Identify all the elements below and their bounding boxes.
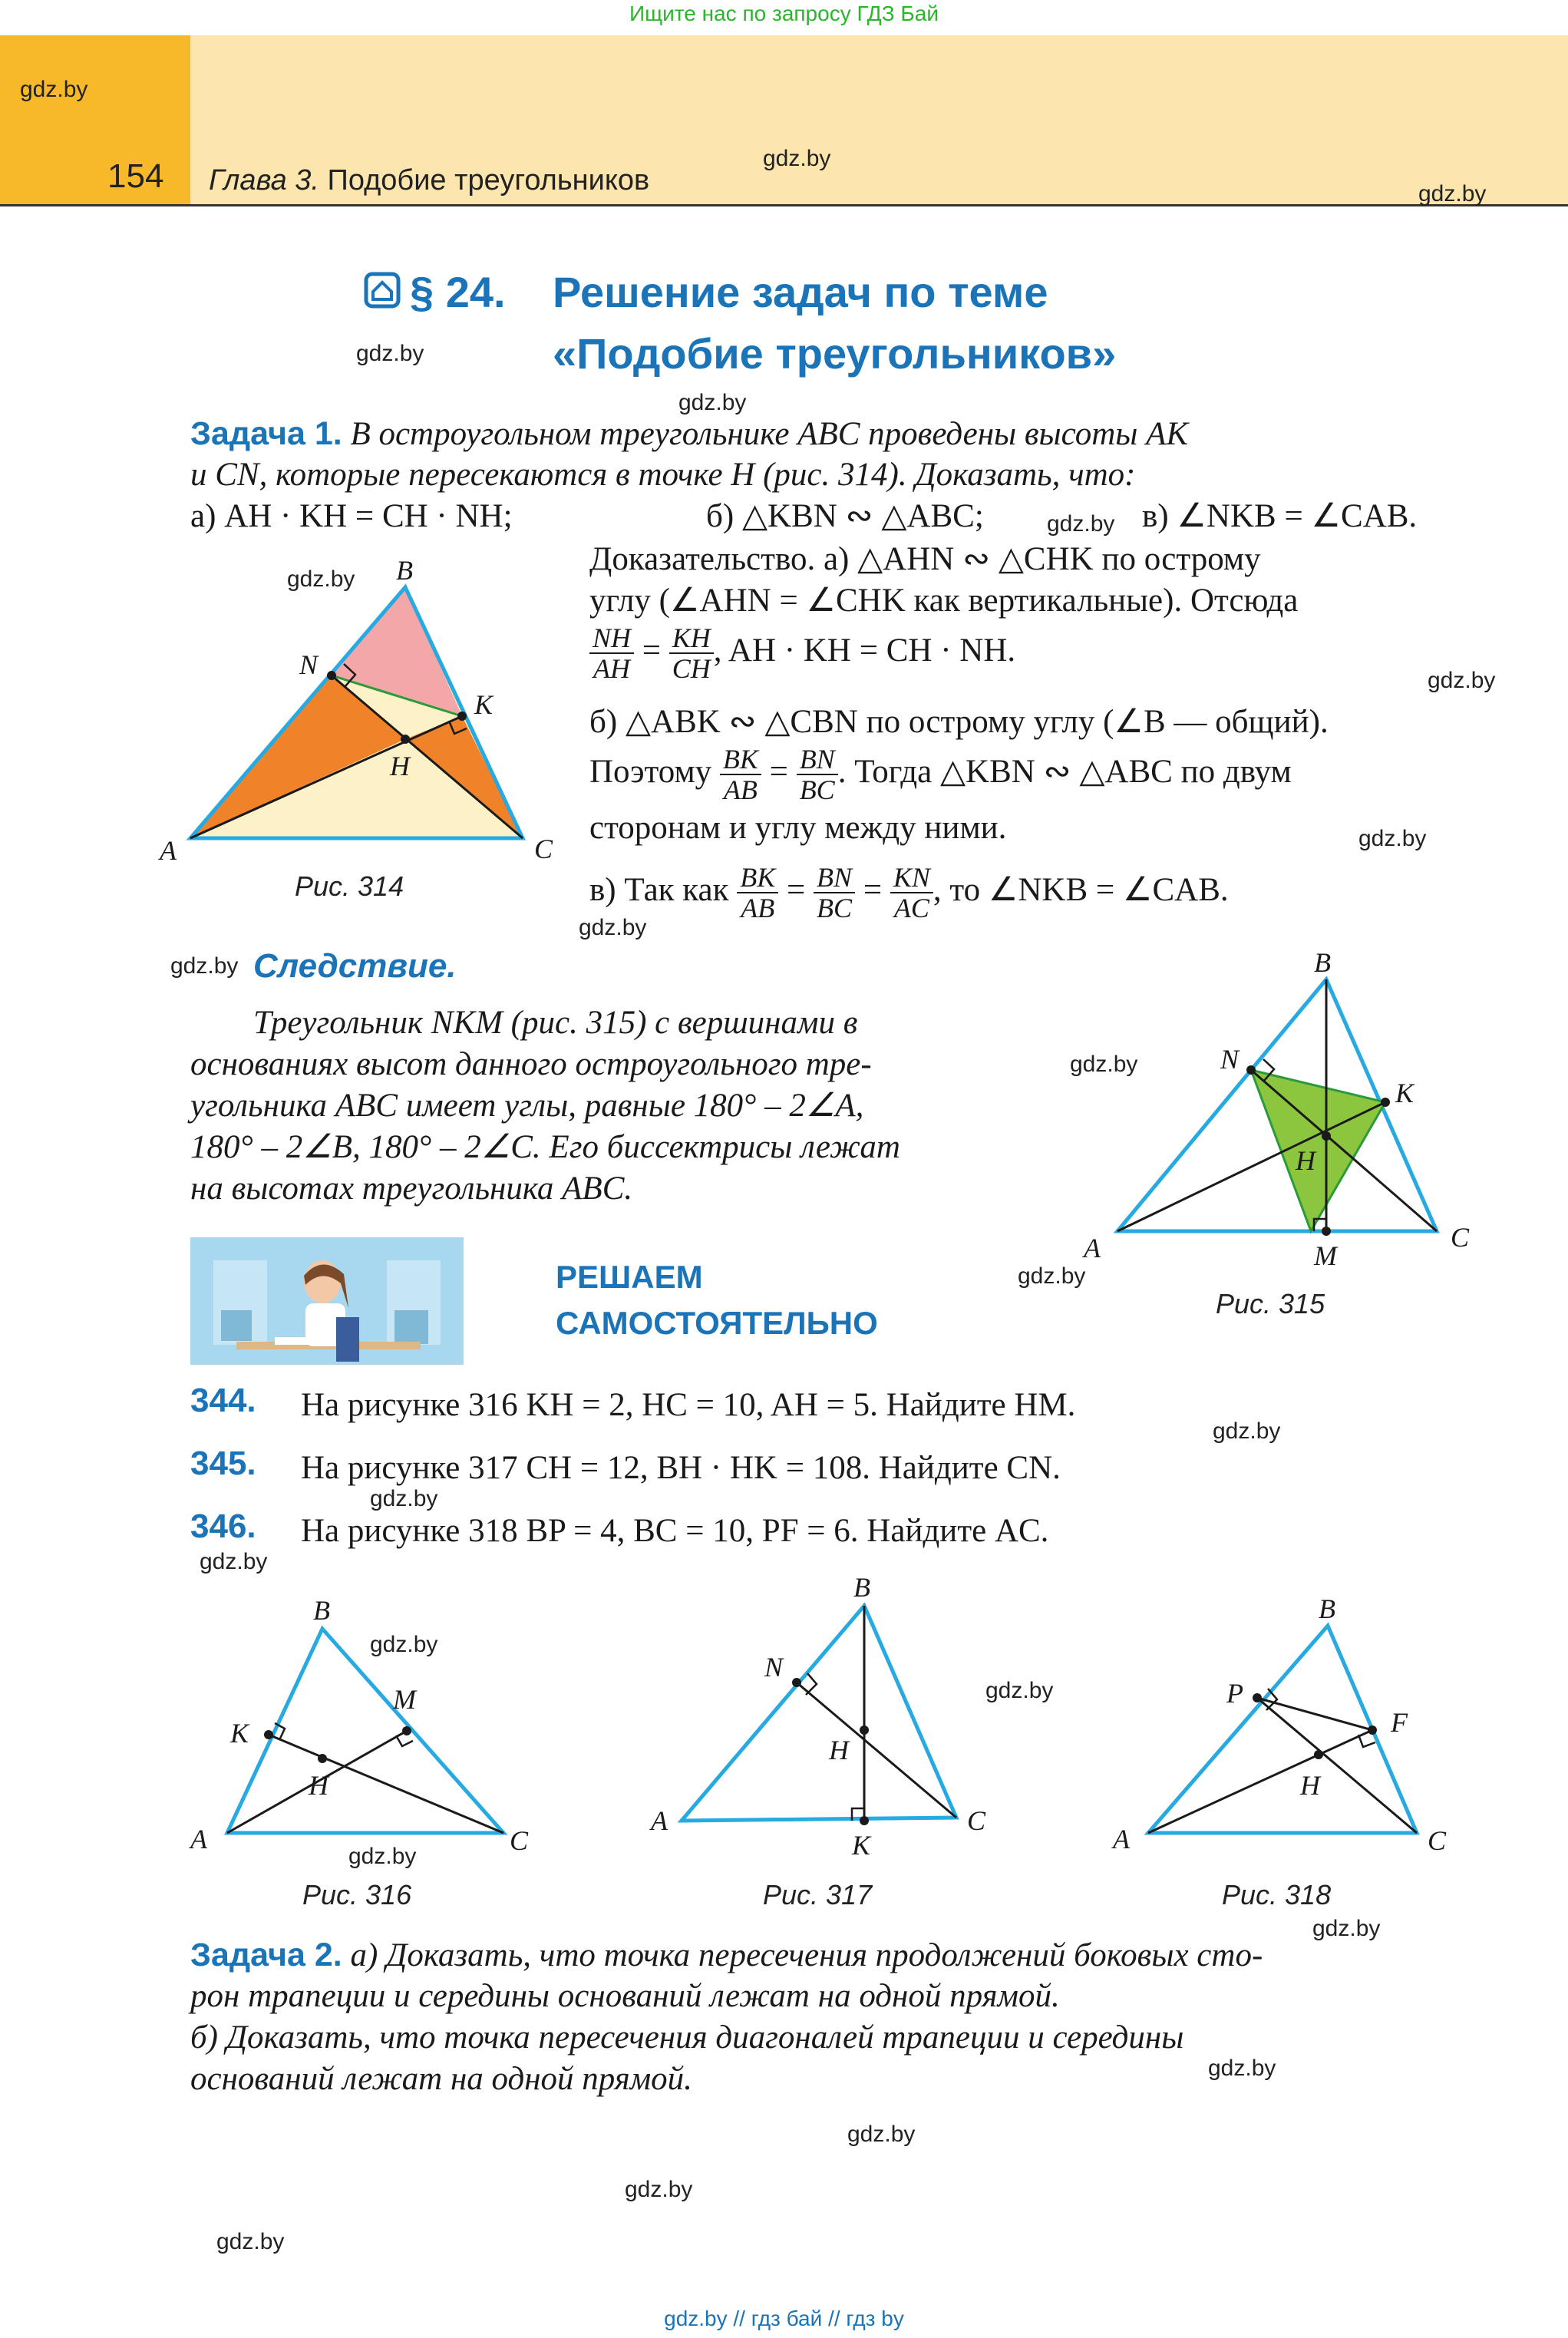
fig318-label-c: C — [1428, 1825, 1447, 1856]
corollary-line3: угольника ABC имеет углы, равные 180° – 2∠A, — [190, 1088, 864, 1124]
watermark: gdz.by — [1070, 1052, 1138, 1077]
watermark: gdz.by — [1418, 181, 1487, 206]
watermark: gdz.by — [1358, 826, 1427, 851]
fig314-label-a: A — [160, 835, 177, 866]
fig316-label-h: H — [309, 1770, 328, 1801]
watermark: gdz.by — [170, 953, 239, 979]
corollary-label: Следствие. — [253, 947, 457, 985]
fig315-label-h: H — [1296, 1145, 1315, 1176]
top-note: Ищите нас по запросу ГДЗ Бай — [629, 2, 939, 25]
figure-315 — [1074, 952, 1504, 1274]
fig317-label-b: B — [853, 1574, 870, 1603]
task2-line1 — [190, 1934, 1263, 1976]
watermark: gdz.by — [1047, 511, 1115, 537]
task1-part-c: в) ∠NKB = ∠CAB. — [1142, 498, 1418, 534]
watermark: gdz.by — [1018, 1263, 1086, 1289]
fig317-label-c: C — [967, 1805, 986, 1836]
fig316-caption: Рис. 316 — [302, 1879, 412, 1910]
fig316-label-k: K — [230, 1718, 249, 1749]
frac-bk-ab-2: $\frac{BK}{AB}$ — [737, 863, 778, 923]
fig316-label-m: M — [393, 1684, 416, 1715]
fig314-caption: Рис. 314 — [295, 870, 404, 902]
fig318-caption: Рис. 318 — [1222, 1879, 1332, 1910]
watermark: gdz.by — [200, 1549, 268, 1574]
watermark: gdz.by — [678, 390, 747, 415]
problem-344-text: На рисунке 316 KH = 2, HC = 10, AH = 5. Найдите HM. — [301, 1387, 1076, 1423]
proof-line2: углу (∠AHN = ∠CHK как вертикальные). Отсюда — [589, 583, 1299, 619]
task2-label: Задача 2. — [190, 1937, 342, 1973]
fig316-label-c: C — [510, 1825, 529, 1856]
fig314-label-c: C — [534, 834, 553, 864]
frac-kh-ch: $\frac{KH}{CH}$ — [669, 623, 714, 683]
fig316-label-a: A — [190, 1824, 207, 1854]
corollary-line1: Треугольник NKM (рис. 315) с вершинами в — [253, 1005, 858, 1041]
watermark: gdz.by — [287, 566, 355, 592]
student-illustration — [190, 1237, 464, 1365]
watermark: gdz.by — [847, 2122, 916, 2147]
problem-345-text: На рисунке 317 CH = 12, BH · HK = 108. Найдите CN. — [301, 1450, 1061, 1486]
task2-line4: оснований лежат на одной прямой. — [190, 2061, 692, 2097]
task1-line2 — [190, 454, 1136, 496]
proof-b-line2: Поэтому $\frac{BK}{AB}$ = $\frac{BN}{BC}$ . Тогда △KBN ∾ △ABC по двум — [589, 744, 1292, 805]
watermark: gdz.by — [370, 1632, 438, 1657]
solve-banner-line2: САМОСТОЯТЕЛЬНО — [556, 1305, 878, 1341]
watermark: gdz.by — [20, 77, 88, 102]
problem-346-text: На рисунке 318 BP = 4, BC = 10, PF = 6. Найдите AC. — [301, 1513, 1049, 1549]
fig318-label-a: A — [1113, 1824, 1130, 1854]
fig314-label-k: K — [474, 689, 494, 720]
problem-344 — [190, 1382, 256, 1420]
problem-344-number: 344. — [190, 1382, 256, 1419]
task1-line1 — [190, 413, 1188, 455]
task1-part-a: а) AH · KH = CH · NH; — [190, 498, 513, 534]
task2-text1: а) Доказать, что точка пересечения продолжений боковых сто- — [350, 1937, 1263, 1973]
proof-line3: $\frac{NH}{AH}$ = $\frac{KH}{CH}$ , AH · KH = CH · NH. — [589, 623, 1015, 683]
watermark: gdz.by — [763, 146, 831, 171]
fig314-label-n: N — [299, 649, 319, 680]
frac-nh-ah: $\frac{NH}{AH}$ — [589, 623, 634, 683]
problem-345-number: 345. — [190, 1445, 256, 1482]
frac-kn-ac: $\frac{KN}{AC}$ — [890, 863, 933, 923]
frac-bn-bc: $\frac{BN}{BC}$ — [797, 745, 838, 804]
problem-345 — [190, 1445, 256, 1483]
problem-346-number: 346. — [190, 1507, 256, 1545]
proof-line1: Доказательство. а) △AHN ∾ △CHK по острому — [589, 541, 1261, 577]
watermark: gdz.by — [1213, 1418, 1281, 1444]
fig315-label-c: C — [1451, 1222, 1470, 1253]
header-rule — [0, 204, 1568, 206]
fig315-label-a: A — [1084, 1233, 1101, 1263]
watermark: gdz.by — [625, 2177, 693, 2202]
section-number: § 24. — [410, 268, 506, 316]
fig316-label-b: B — [313, 1595, 330, 1626]
watermark: gdz.by — [985, 1678, 1054, 1703]
proof-b-line1: б) △ABK ∾ △CBN по острому углу (∠B — общий). — [589, 704, 1329, 740]
fig317-caption: Рис. 317 — [763, 1879, 873, 1910]
bottom-links[interactable]: gdz.by // гдз бай // гдз by — [664, 2307, 904, 2330]
task1-label: Задача 1. — [190, 415, 342, 452]
watermark: gdz.by — [1428, 668, 1496, 693]
figure-318 — [1105, 1589, 1489, 1865]
fig318-label-b: B — [1319, 1593, 1335, 1624]
proof-b-line3: сторонам и углу между ними. — [589, 810, 1007, 846]
fig317-label-n: N — [764, 1652, 784, 1683]
fig314-label-b: B — [396, 555, 413, 586]
watermark: gdz.by — [348, 1844, 417, 1869]
fig318-label-h: H — [1300, 1770, 1320, 1801]
section-title-line1: Решение задач по теме — [553, 268, 1048, 316]
task1-text1: В остроугольном треугольнике ABC проведены высоты AK — [350, 416, 1189, 452]
fig317-label-a: A — [651, 1805, 668, 1836]
chapter-name: Подобие треугольников — [327, 164, 650, 196]
corollary-line4: 180° – 2∠B, 180° – 2∠C. Его биссектрисы лежат — [190, 1129, 900, 1165]
watermark: gdz.by — [1208, 2056, 1276, 2081]
task1-text2: и CN, которые пересекаются в точке H (рис. 314). Доказать, что: — [190, 457, 1136, 493]
figure-316 — [184, 1589, 553, 1865]
fig315-triangle-nkm — [1251, 1070, 1385, 1231]
watermark: gdz.by — [579, 915, 647, 940]
watermark: gdz.by — [1312, 1916, 1381, 1941]
frac-bn-bc-2: $\frac{BN}{BC}$ — [814, 863, 855, 923]
corollary-line5: на высотах треугольника ABC. — [190, 1171, 633, 1207]
watermark: gdz.by — [216, 2229, 285, 2254]
fig315-label-m: M — [1314, 1240, 1337, 1271]
fig317-label-k: K — [852, 1830, 871, 1861]
watermark: gdz.by — [356, 341, 424, 366]
task1-part-b: б) △KBN ∾ △ABC; — [706, 498, 984, 534]
chapter-title — [209, 164, 649, 197]
home-icon — [364, 272, 401, 309]
fig315-caption: Рис. 315 — [1216, 1288, 1325, 1319]
fig318-label-f: F — [1391, 1707, 1408, 1738]
corollary-line2: основаниях высот данного остроугольного тре- — [190, 1046, 872, 1082]
figure-314 — [153, 553, 583, 875]
fig315-label-n: N — [1220, 1044, 1240, 1075]
solve-banner-line1: РЕШАЕМ — [556, 1259, 703, 1295]
section-title-line2: «Подобие треугольников» — [553, 329, 1117, 378]
figure-317 — [645, 1574, 1013, 1865]
frac-bk-ab: $\frac{BK}{AB}$ — [720, 745, 761, 804]
task2-line2: рон трапеции и середины оснований лежат на одной прямой. — [190, 1978, 1060, 2014]
chapter-label: Глава 3. — [209, 164, 319, 196]
fig314-label-h: H — [390, 751, 410, 781]
fig315-label-b: B — [1314, 952, 1331, 978]
proof-c-line: в) Так как $\frac{BK}{AB}$ = $\frac{BN}{BC}$ = $\frac{KN}{AC}$ , то ∠NKB = ∠CAB. — [589, 862, 1229, 923]
fig318-label-p: P — [1226, 1678, 1243, 1709]
watermark: gdz.by — [370, 1486, 438, 1511]
fig317-label-h: H — [829, 1735, 849, 1765]
fig315-label-k: K — [1395, 1078, 1415, 1108]
page-number: 154 — [107, 157, 164, 195]
task2-line3: б) Доказать, что точка пересечения диагоналей трапеции и середины — [190, 2019, 1184, 2056]
problem-346 — [190, 1507, 256, 1546]
